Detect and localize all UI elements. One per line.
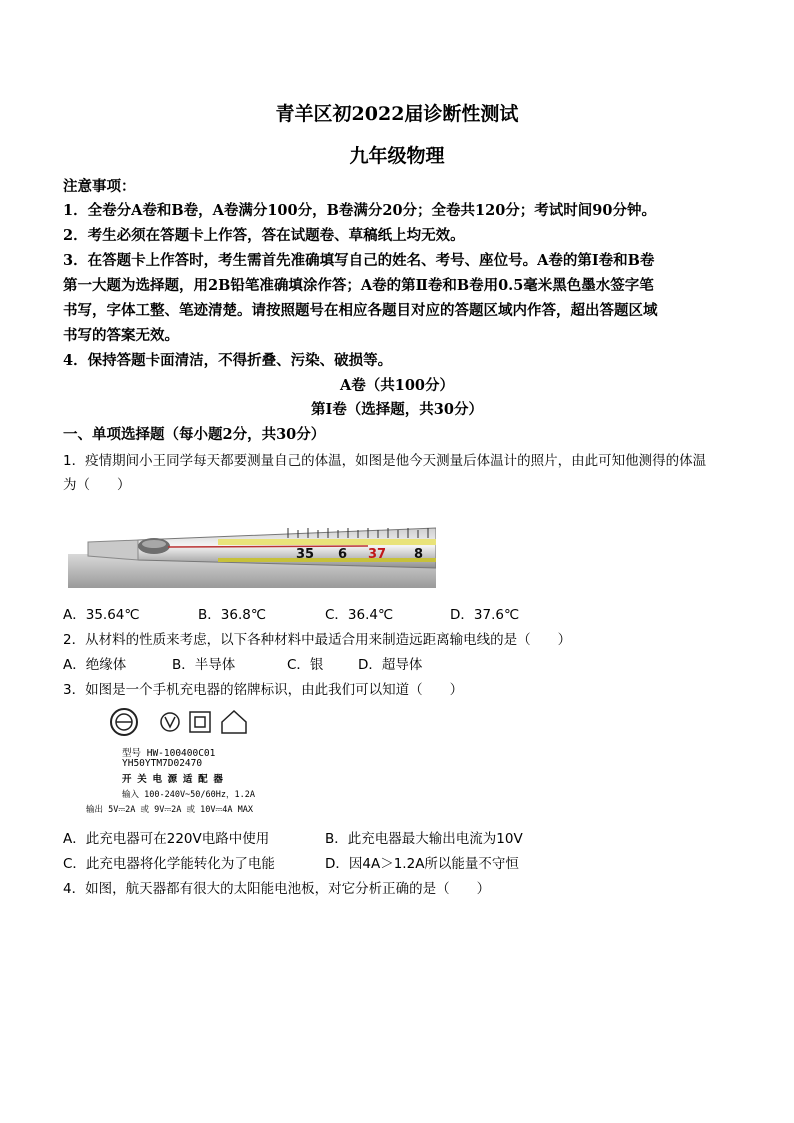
- notes-heading: 注意事项：: [63, 178, 136, 195]
- question-3: 3．如图是一个手机充电器的铭牌标识，由此我们可以知道（ ）: [63, 682, 464, 698]
- note-item-3-line-2: 第一大题为选择题，用2B铅笔准确填涂作答；A卷的第Ⅱ卷和B卷用0.5毫米黑色墨水签字笔: [63, 277, 654, 294]
- nameplate-input: 输入 100-240V~50/60Hz，1.2A: [122, 790, 255, 800]
- note-item-3-line-3: 书写，字体工整、笔迹清楚。请按照题号在相应各题目对应的答题区域内作答，超出答题区域: [63, 302, 658, 319]
- q1-option-a: A．35.64℃: [63, 607, 140, 623]
- nameplate-output: 输出 5V⎓2A 或 9V⎓2A 或 10V⎓4A MAX: [86, 805, 253, 815]
- question-1-line-1: 1．疫情期间小王同学每天都要测量自己的体温，如图是他今天测量后体温计的照片，由此可知他测得的体温: [63, 453, 707, 469]
- q2-option-d: D．超导体: [358, 657, 423, 673]
- q3-option-c: C．此充电器将化学能转化为了电能: [63, 856, 275, 872]
- double-insulation-icon: [190, 712, 210, 732]
- q2-option-c: C．银: [287, 657, 324, 673]
- exam-title: 青羊区初2022届诊断性测试: [275, 103, 519, 125]
- indoor-use-house-icon: [222, 711, 246, 733]
- certification-icons: [86, 705, 316, 741]
- q1-option-b: B．36.8℃: [198, 607, 266, 623]
- thermometer-photo: [68, 520, 436, 588]
- question-4: 4．如图，航天器都有很大的太阳能电池板，对它分析正确的是（ ）: [63, 881, 491, 897]
- q3-option-a: A．此充电器可在220V电路中使用: [63, 831, 270, 847]
- ccc-mark-icon: [111, 709, 137, 735]
- note-item-3-line-4: 书写的答案无效。: [63, 327, 179, 344]
- q3-option-b: B．此充电器最大输出电流为10V: [325, 831, 523, 847]
- question-2: 2．从材料的性质来考虑，以下各种材料中最适合用来制造远距离输电线的是（ ）: [63, 632, 572, 648]
- v-mark-icon: [161, 713, 179, 731]
- nameplate-type: 开 关 电 源 适 配 器: [122, 774, 223, 785]
- thermo-scale-8: 8: [414, 547, 424, 562]
- q2-option-b: B．半导体: [172, 657, 236, 673]
- nameplate-model: 型号 HW-100400C01: [122, 748, 216, 759]
- note-item-1: 1．全卷分A卷和B卷，A卷满分100分，B卷满分20分；全卷共120分；考试时间90分钟。: [63, 202, 656, 219]
- part-1-title: 第Ⅰ卷（选择题，共30分）: [311, 401, 483, 418]
- q1-option-d: D．37.6℃: [450, 607, 520, 623]
- thermo-scale-35: 35: [296, 547, 315, 562]
- nameplate-serial: YH50YTM7D02470: [122, 758, 203, 769]
- section-heading: 一、单项选择题（每小题2分，共30分）: [63, 426, 326, 443]
- note-item-2: 2．考生必须在答题卡上作答，答在试题卷、草稿纸上均无效。: [63, 227, 465, 244]
- note-item-3-line-1: 3．在答题卡上作答时，考生需首先准确填写自己的姓名、考号、座位号。A卷的第Ⅰ卷和B卷: [63, 252, 655, 269]
- thermo-scale-6: 6: [338, 547, 348, 562]
- note-item-4: 4．保持答题卡面清洁，不得折叠、污染、破损等。: [63, 352, 393, 369]
- q2-option-a: A．绝缘体: [63, 657, 127, 673]
- thermo-scale-37: 37: [368, 547, 387, 562]
- charger-nameplate: [86, 705, 316, 821]
- question-1-line-2: 为（ ）: [63, 477, 131, 493]
- section-a-title: A卷（共100分）: [339, 377, 455, 394]
- q1-option-c: C．36.4℃: [325, 607, 394, 623]
- exam-subtitle: 九年级物理: [349, 145, 445, 167]
- q3-option-d: D．因4A＞1.2A所以能量不守恒: [325, 856, 519, 872]
